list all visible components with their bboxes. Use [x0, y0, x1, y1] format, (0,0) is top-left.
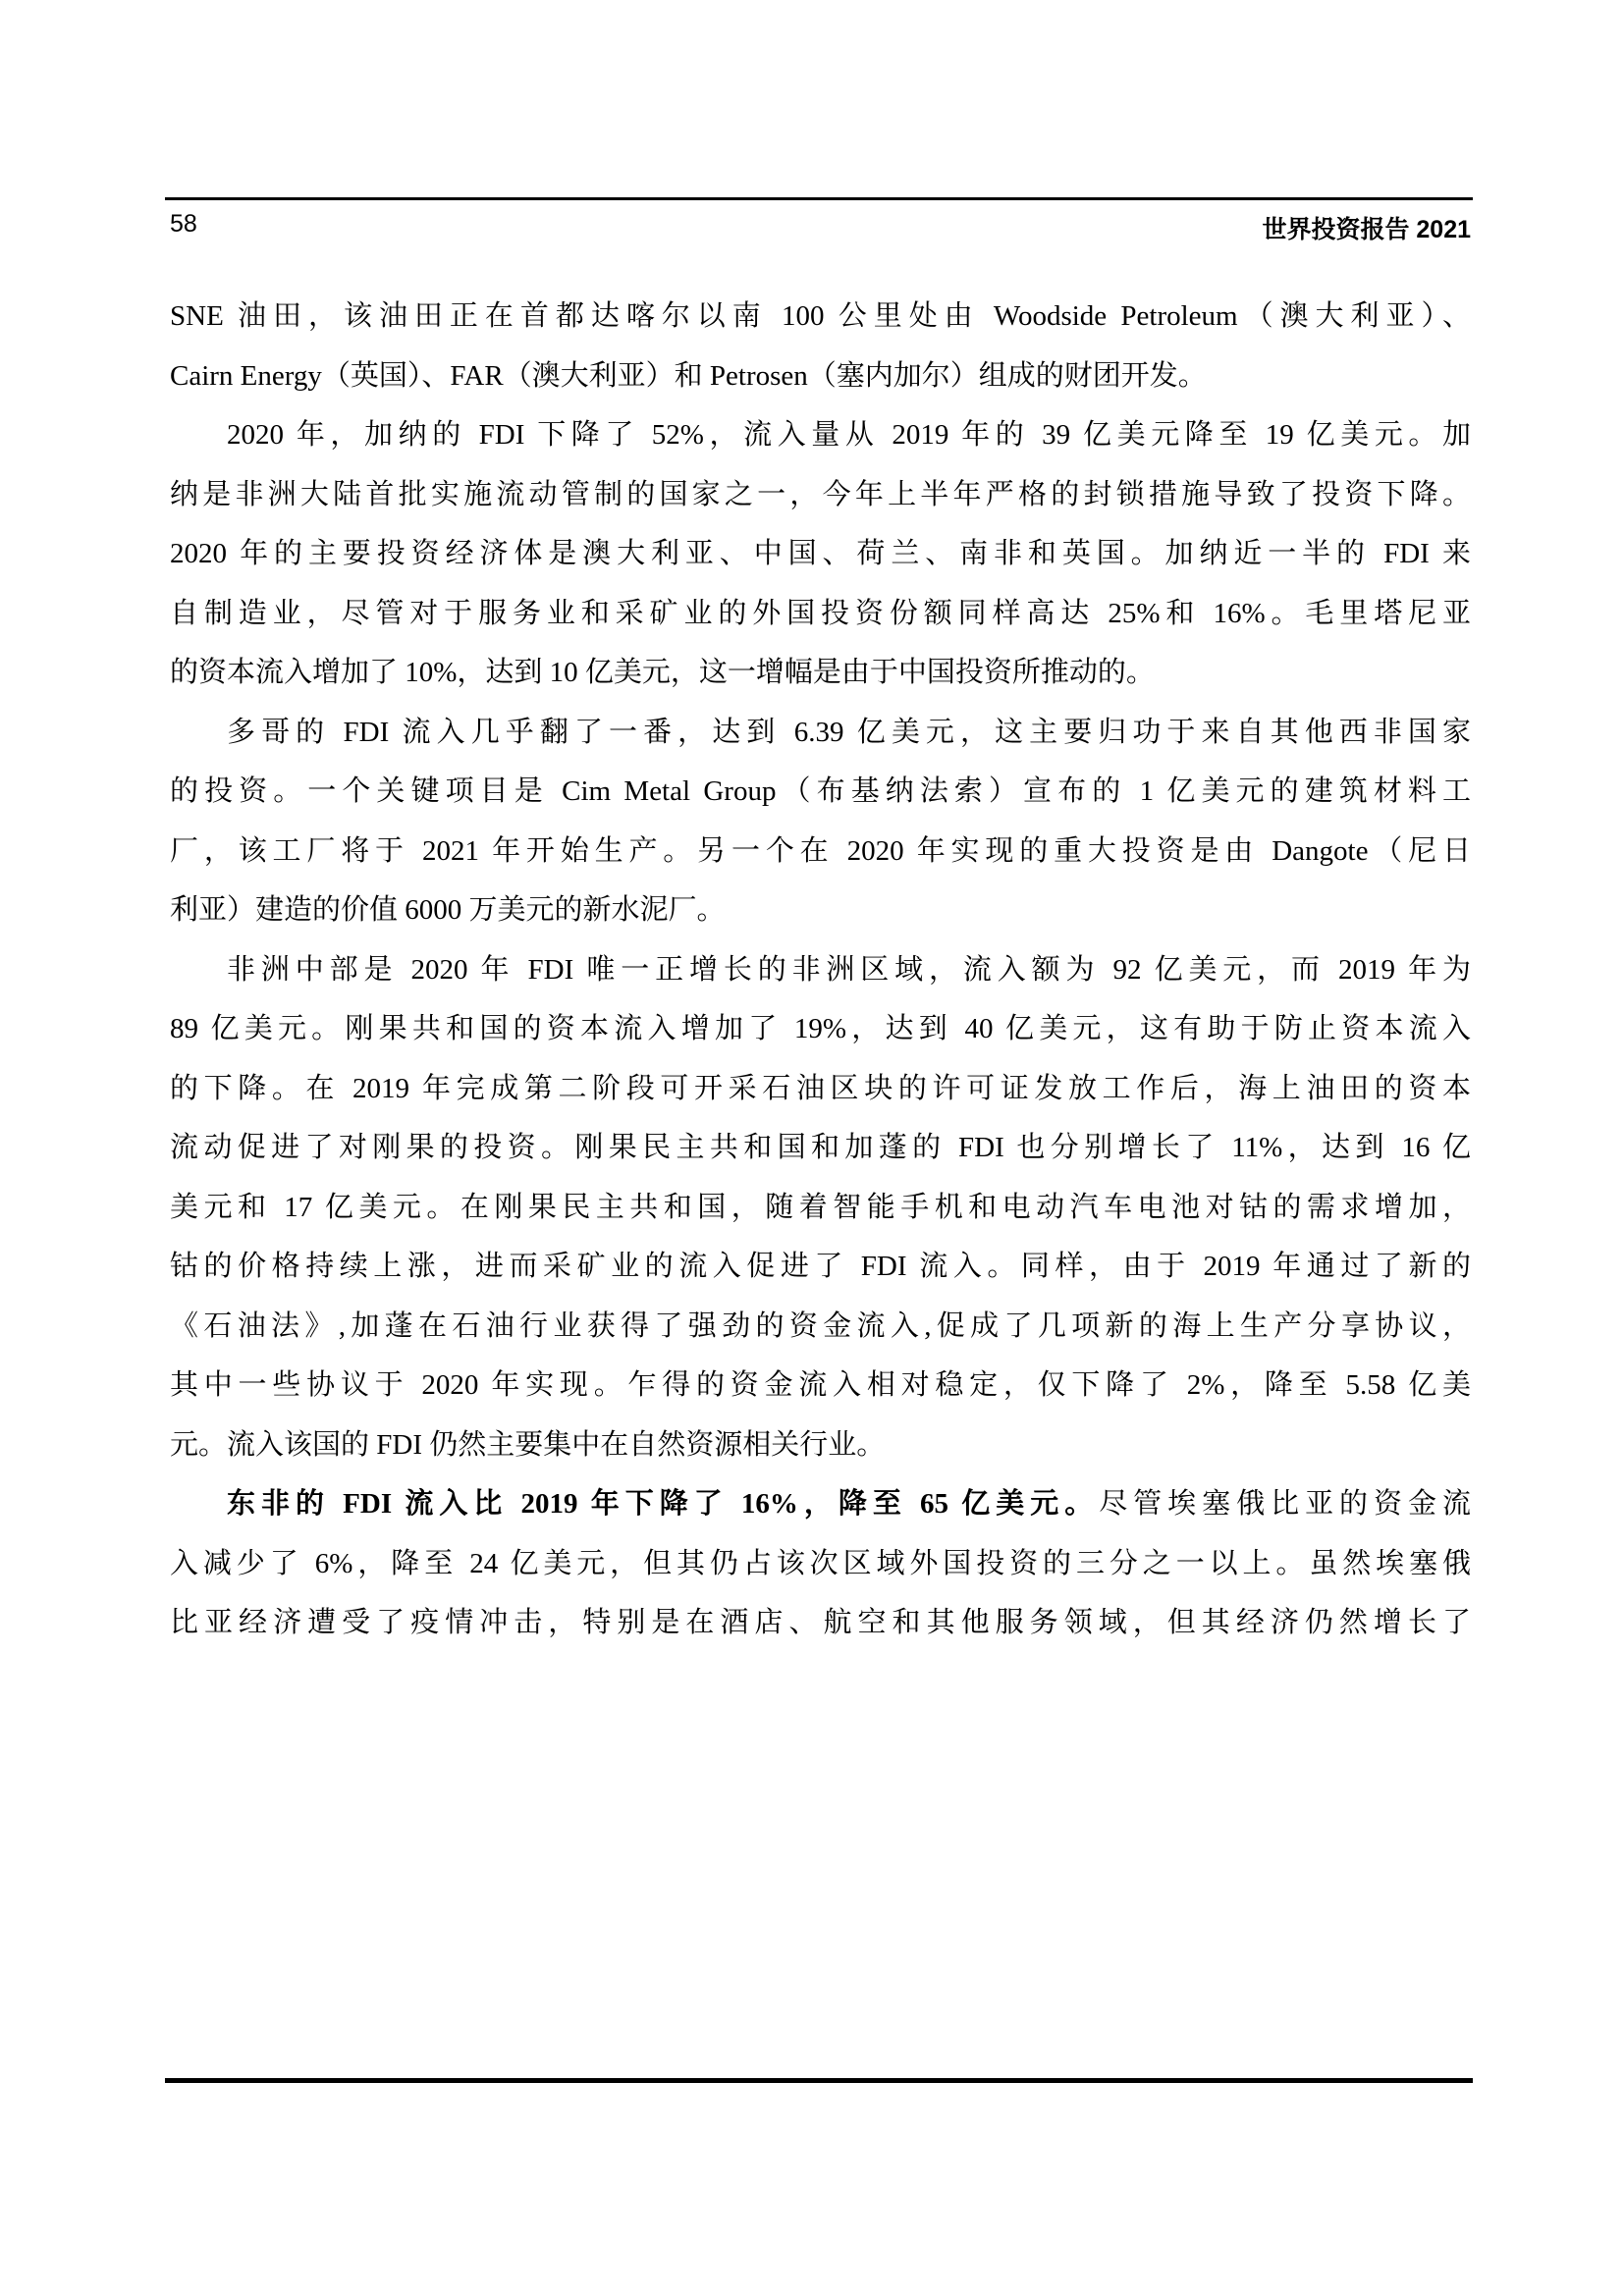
text-line: 元。流入该国的 FDI 仍然主要集中在自然资源相关行业。: [170, 1428, 886, 1461]
page-number: 58: [170, 210, 197, 238]
text-line: 非洲中部是 2020 年 FDI 唯一正增长的非洲区域，流入额为 92 亿美元，而 2019 年为: [227, 953, 1471, 986]
text-line: 利亚）建造的价值 6000 万美元的新水泥厂。: [170, 894, 726, 926]
text-line: 89 亿美元。刚果共和国的资本流入增加了 19%，达到 40 亿美元，这有助于防止资本流入: [170, 1013, 1471, 1044]
text-line: 2020 年，加纳的 FDI 下降了 52%，流入量从 2019 年的 39 亿美元降至 19 亿美元。加: [227, 419, 1471, 451]
text-line: 《石油法》,加蓬在石油行业获得了强劲的资金流入,促成了几项新的海上生产分享协议，: [170, 1309, 1471, 1342]
text-line: 美元和 17 亿美元。在刚果民主共和国，随着智能手机和电动汽车电池对钴的需求增加，: [170, 1191, 1471, 1223]
text-line: [170, 1474, 1471, 1534]
text-line: SNE 油田，该油田正在首都达喀尔以南 100 公里处由 Woodside Petroleum（澳大利亚）、: [170, 300, 1471, 332]
footer-rule: [165, 2078, 1473, 2083]
text-line: 钴的价格持续上涨，进而采矿业的流入促进了 FDI 流入。同样，由于 2019 年通过了新的: [170, 1251, 1471, 1282]
paragraph-1: [170, 287, 1471, 405]
text-line: 比亚经济遭受了疫情冲击，特别是在酒店、航空和其他服务领域，但其经济仍然增长了: [170, 1607, 1471, 1638]
text-line: 纳是非洲大陆首批实施流动管制的国家之一，今年上半年严格的封锁措施导致了投资下降。: [170, 478, 1471, 510]
header-rule: [165, 197, 1473, 200]
text-line: 其中一些协议于 2020 年实现。乍得的资金流入相对稳定，仅下降了 2%，降至 5.58 亿美: [170, 1369, 1471, 1401]
bold-lead-sentence: 东非的 FDI 流入比 2019 年下降了 16%，降至 65 亿美元。: [227, 1488, 1100, 1520]
text-line: 2020 年的主要投资经济体是澳大利亚、中国、荷兰、南非和英国。加纳近一半的 FDI 来: [170, 538, 1471, 569]
paragraph-2: [170, 405, 1471, 703]
running-title: 世界投资报告 2021: [1262, 216, 1471, 243]
text-line: 的投资。一个关键项目是 Cim Metal Group（布基纳法索）宣布的 1 亿美元的建筑材料工: [170, 775, 1471, 807]
text-line: 自制造业，尽管对于服务业和采矿业的外国投资份额同样高达 25%和 16%。毛里塔尼亚: [170, 597, 1471, 629]
body-text: [170, 287, 1471, 1653]
page-header: [170, 202, 1471, 241]
text-line: 入减少了 6%，降至 24 亿美元，但其仍占该次区域外国投资的三分之一以上。虽然埃塞俄: [170, 1547, 1471, 1579]
text-line: Cairn Energy（英国）、FAR（澳大利亚）和 Petrosen（塞内加尔）组成的财团开发。: [170, 359, 1207, 392]
text-line: 的资本流入增加了 10%，达到 10 亿美元，这一增幅是由于中国投资所推动的。: [170, 657, 1155, 688]
text-line: 厂，该工厂将于 2021 年开始生产。另一个在 2020 年实现的重大投资是由 Dangote（尼日: [170, 834, 1471, 867]
text-run: 尽管埃塞俄比亚的资金流: [1099, 1488, 1471, 1520]
text-line: 的下降。在 2019 年完成第二阶段可开采石油区块的许可证发放工作后，海上油田的资本: [170, 1072, 1471, 1104]
text-line: 流动促进了对刚果的投资。刚果民主共和国和加蓬的 FDI 也分别增长了 11%，达到 16 亿: [170, 1132, 1471, 1163]
paragraph-3: [170, 703, 1471, 940]
paragraph-5: [170, 1474, 1471, 1653]
text-line: 多哥的 FDI 流入几乎翻了一番，达到 6.39 亿美元，这主要归功于来自其他西非国家: [227, 716, 1471, 748]
paragraph-4: [170, 940, 1471, 1475]
